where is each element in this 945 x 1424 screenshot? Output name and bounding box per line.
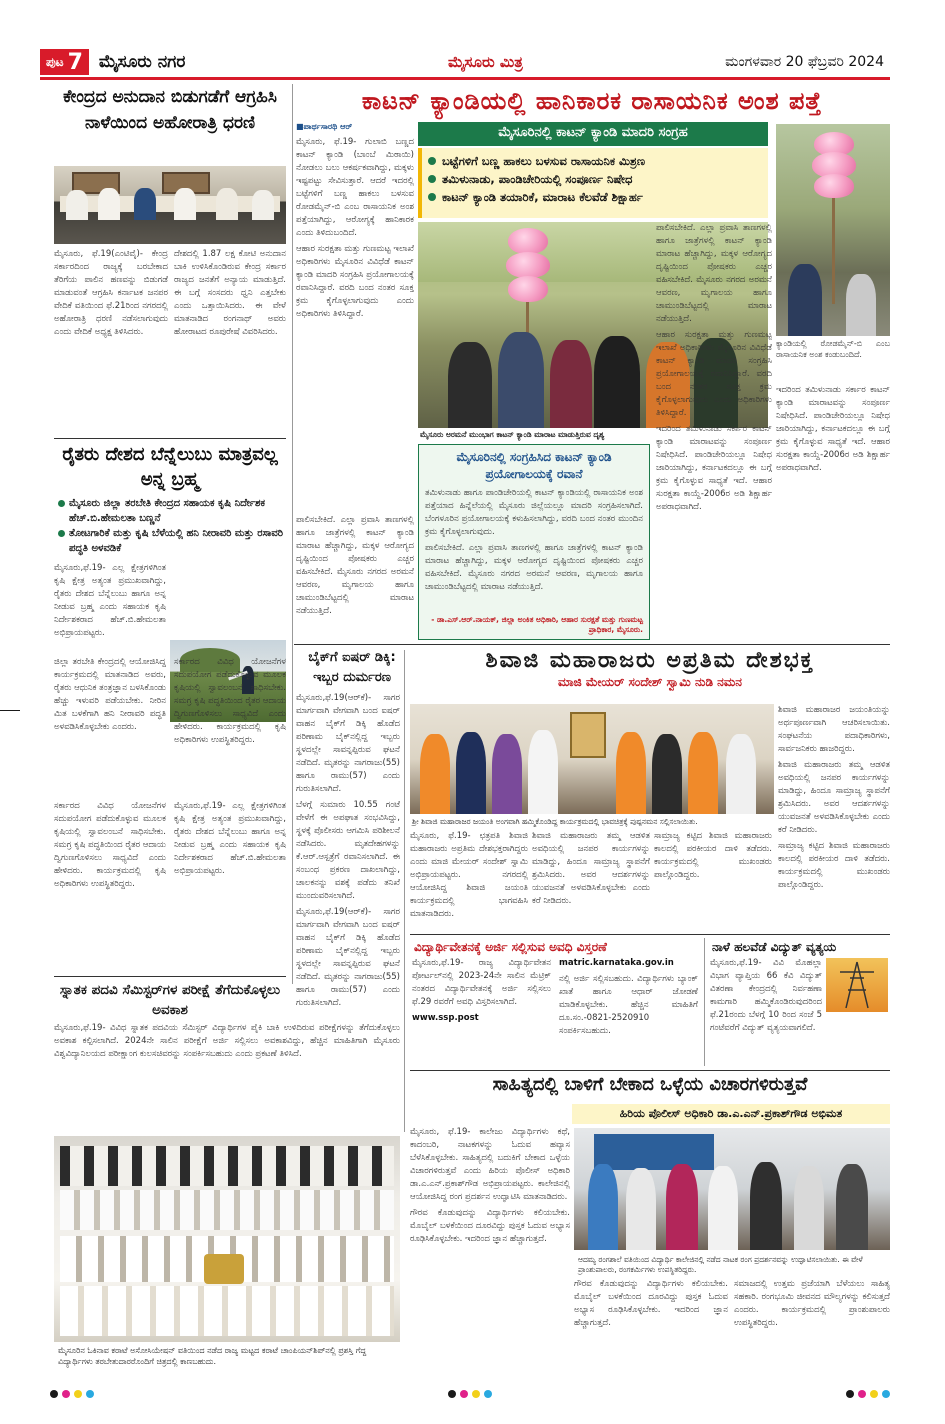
lead-headline-box bbox=[294, 82, 890, 120]
banner bbox=[594, 1134, 714, 1170]
lead-text: ಮೈಸೂರು, ಫೆ.19- ಗುಲಾಬಿ ಬಣ್ಣದ ಕಾಟನ್ ಕ್ಯಾಂಡಿ (ಬಾಂಬೆ ಮಿಠಾಯಿ) ನೋಡಲು ಬಲು ಆಕರ್ಷಕವಾಗಿದ್ದು, ಮಕ್ಕಳು ಇಷ್ಟಪಟ್ಟು ಸೇವಿಸುತ್ತಾರೆ. ಆದರೆ ಇದರಲ್ಲಿ ಬಟ್ಟೆಗಳಿಗೆ ಬಣ್ಣ ಹಾಕಲು ಬಳಸುವ ರೋಡಮೈನ್-ಬಿ ಎಂಬ ರಾಸಾಯನಿಕ ಅಂಶ ಪತ್ತೆಯಾಗಿದ್ದು, ಆರೋಗ್ಯಕ್ಕೆ ಹಾನಿಕಾರಕ ಎಂದು ತಿಳಿದುಬಂದಿದೆ. bbox=[296, 137, 414, 238]
lead-bullets-panel bbox=[418, 148, 768, 218]
registration-dot bbox=[50, 1390, 58, 1398]
table-cloth bbox=[60, 196, 280, 212]
divider bbox=[54, 976, 286, 977]
karate-caption-text: ಮೈಸೂರಿನ ಓಕಿನಾವ ಕರಾಟೆ ಅಸೋಸಿಯೇಷನ್ ವತಿಯಿಂದ ನಡೆದ ರಾಜ್ಯ ಮಟ್ಟದ ಕರಾಟೆ ಚಾಂಪಿಯನ್‌ಶಿಪ್‌ನಲ್ಲಿ ಪ್ರಶಸ್ತಿ ಗೆದ್ದ ವಿದ್ಯಾರ್ಥಿಗಳು ತರಬೇತುದಾರರೊಂದಿಗೆ ಚಿತ್ರದಲ್ಲಿ ಕಾಣಬಹುದು. bbox=[58, 1346, 367, 1366]
story-shivaji-text: ಮೈಸೂರು, ಫೆ.19- ಛತ್ರಪತಿ ಶಿವಾಜಿ ಮಹಾರಾಜರು ಅಪ್ರತಿಮ ದೇಶಭಕ್ತರಾಗಿದ್ದರು ಎಂದು ಮಾಜಿ ಮೇಯರ್ ಸಂದೇಶ್ ಸ್ವಾಮಿ ಅಭಿಪ್ರಾಯಪಟ್ಟರು. ನಗರದಲ್ಲಿ ಆಯೋಜಿಸಿದ್ದ ಶಿವಾಜಿ ಜಯಂತಿ ಕಾರ್ಯಕ್ರಮದಲ್ಲಿ ಭಾಗವಹಿಸಿ ಮಾತನಾಡಿದರು. bbox=[410, 831, 528, 919]
story-sahitya-text: ಗೌರವ ಕೊಡುವುದನ್ನು ವಿದ್ಯಾರ್ಥಿಗಳು ಕಲಿಯಬೇಕು. ಮೊಬೈಲ್ ಬಳಕೆಯಿಂದ ದೂರವಿದ್ದು ಪುಸ್ತಕ ಓದುವ ಅಭ್ಯಾಸ ರೂಢಿಸಿಕೊಳ್ಳಬೇಕು. ಇದರಿಂದ ಜ್ಞಾನ ಹೆಚ್ಚಾಗುತ್ತದೆ. bbox=[574, 1279, 728, 1328]
lead-subhead: ಮೈಸೂರಿನಲ್ಲಿ ಕಾಟನ್ ಕ್ಯಾಂಡಿ ಮಾದರಿ ಸಂಗ್ರಹ bbox=[418, 122, 768, 146]
bullet-text: ಮೈಸೂರು ಜಿಲ್ಲಾ ತರಬೇತಿ ಕೇಂದ್ರದ ಸಹಾಯಕ ಕೃಷಿ ನಿರ್ದೇಶಕ ಹೆಚ್.ಬಿ.ಹೇಮಲತಾ ಬಣ್ಣನೆ bbox=[69, 498, 266, 524]
story-sahitya-col2 bbox=[574, 1278, 728, 1376]
guest bbox=[588, 1164, 618, 1250]
students-back-row bbox=[60, 1146, 394, 1186]
registration-dot bbox=[74, 1390, 82, 1398]
guest bbox=[836, 1164, 868, 1250]
divider bbox=[54, 438, 286, 439]
students-middle-row bbox=[60, 1190, 394, 1230]
cotton-candy bbox=[508, 228, 548, 254]
crop-mark bbox=[0, 710, 20, 711]
story-bike-text: ಮೈಸೂರು,ಫೆ.19(ಆರ್‌ಕೆ)- ಸಾಗರ ಮಾರ್ಗವಾಗಿ ವೇಗವಾಗಿ ಬಂದ ಐಷರ್ ವಾಹನ ಬೈಕ್‌ಗೆ ಡಿಕ್ಕಿ ಹೊಡೆದ ಪರಿಣಾಮ ಬೈಕ್‌ನಲ್ಲಿದ್ದ ಇಬ್ಬರು ಸ್ಥಳದಲ್ಲೇ ಸಾವನ್ನಪ್ಪಿರುವ ಘಟನೆ ನಡೆದಿದೆ. ಮೃತರನ್ನು ನಾಗರಾಜು(55) ಹಾಗೂ ರಾಮು(57) ಎಂದು ಗುರುತಿಸಲಾಗಿದೆ. bbox=[296, 907, 400, 1008]
bullet-dot-icon bbox=[428, 193, 436, 201]
story-farmers-text: ಸರ್ಕಾರದ ವಿವಿಧ ಯೋಜನೆಗಳ ಸದುಪಯೋಗ ಪಡೆದುಕೊಳ್ಳುವ ಮೂಲಕ ಕೃಷಿಯಲ್ಲಿ ಸ್ವಾವಲಂಬನೆ ಸಾಧಿಸಬೇಕು. ಸಮಗ್ರ ಕೃಷಿ ಪದ್ಧತಿಯಿಂದ ರೈತರ ಆದಾಯ ದ್ವಿಗುಣಗೊಳಿಸಲು ಸಾಧ್ಯವಿದೆ ಎಂದು ಹೇಳಿದರು. ಕಾರ್ಯಕ್ರಮದಲ್ಲಿ ಕೃಷಿ ಅಧಿಕಾರಿಗಳು ಉಪಸ್ಥಿತರಿದ್ದರು. bbox=[174, 657, 286, 745]
story-bike-text: ಬೆಳಗ್ಗೆ ಸುಮಾರು 10.55 ಗಂಟೆ ವೇಳೆಗೆ ಈ ಅಪಘಾತ ಸಂಭವಿಸಿದ್ದು, ಸ್ಥಳಕ್ಕೆ ಪೊಲೀಸರು ಆಗಮಿಸಿ ಪರಿಶೀಲನೆ ನಡೆಸಿದರು. ಮೃತದೇಹಗಳನ್ನು ಕೆ.ಆರ್.ಆಸ್ಪತ್ರೆಗೆ ರವಾನಿಸಲಾಗಿದೆ. ಈ ಸಂಬಂಧ ಪ್ರಕರಣ ದಾಖಲಾಗಿದ್ದು, ಚಾಲಕನನ್ನು ವಶಕ್ಕೆ ಪಡೆದು ತನಿಖೆ ಮುಂದುವರಿಸಲಾಗಿದೆ. bbox=[296, 800, 400, 901]
lead-col4 bbox=[776, 384, 890, 638]
story-bike-headline-box bbox=[296, 648, 408, 690]
story-farmers-col1 bbox=[54, 562, 166, 654]
bullet-item bbox=[58, 526, 286, 556]
shivaji-photo-caption: ಶ್ರೀ ಶಿವಾಜಿ ಮಹಾರಾಜರ ಜಯಂತಿ ಅಂಗವಾಗಿ ಹಮ್ಮಿಕೊಂಡಿದ್ದ ಕಾರ್ಯಕ್ರಮದಲ್ಲಿ ಭಾವಚಿತ್ರಕ್ಕೆ ಪುಷ್ಪನಮನ ಸಲ್ಲಿಸಲಾಯಿತು. bbox=[412, 817, 698, 826]
notice-scholarship-url[interactable]: matric.karnataka.gov.in bbox=[559, 958, 674, 968]
story-shivaji-headline-box bbox=[410, 648, 890, 700]
divider bbox=[294, 644, 890, 645]
insert-quote: - ಡಾ.ಎಸ್.ಆರ್.ನಾಯಕ್, ಜಿಲ್ಲಾ ಅಂಕಿತ ಅಧಿಕಾರಿ, ಆಹಾರ ಸುರಕ್ಷತೆ ಮತ್ತು ಗುಣಮಟ್ಟ ಪ್ರಾಧಿಕಾರ, ಮೈಸೂರು. bbox=[431, 615, 643, 634]
story-sahitya-col3 bbox=[734, 1278, 890, 1376]
registration-dot bbox=[448, 1390, 456, 1398]
guest bbox=[750, 1162, 782, 1250]
story-shivaji-text: ಸಾಮ್ರಾಜ್ಯ ಕಟ್ಟಿದ ಶಿವಾಜಿ ಮಹಾರಾಜರು ಕಾಲದಲ್ಲಿ ಪರಕೀಯರ ದಾಳಿ ತಡೆದರು. ಕಾರ್ಯಕ್ರಮದಲ್ಲಿ ಮುಖಂಡರು ಪಾಲ್ಗೊಂಡಿದ್ದರು. bbox=[654, 831, 772, 880]
story-shivaji-subhead: ಮಾಜಿ ಮೇಯರ್ ಸಂದೇಶ್ ಸ್ವಾಮಿ ನುಡಿ ನಮನ bbox=[558, 675, 742, 689]
visitor bbox=[498, 332, 544, 428]
lead-col3 bbox=[656, 222, 772, 638]
person bbox=[98, 188, 120, 220]
story-farmers-bullets bbox=[58, 496, 286, 558]
lead-photo-caption: ಮೈಸೂರು ಅರಮನೆ ಮುಂಭಾಗ ಕಾಟನ್ ಕ್ಯಾಂಡಿ ಮಾರಾಟ ಮಾಡುತ್ತಿರುವ ದೃಶ್ಯ bbox=[420, 430, 605, 439]
page-number-badge bbox=[40, 49, 89, 75]
page-number: 7 bbox=[67, 49, 83, 75]
insert-text: ತಮಿಳುನಾಡು ಹಾಗೂ ಪಾಂಡಿಚೇರಿಯಲ್ಲಿ ಕಾಟನ್ ಕ್ಯಾಂಡಿಯಲ್ಲಿ ರಾಸಾಯನಿಕ ಅಂಶ ಪತ್ತೆಯಾದ ಹಿನ್ನೆಲೆಯಲ್ಲಿ ಮೈಸೂರು ಜಿಲ್ಲೆಯಲ್ಲೂ ಮಾದರಿ ಸಂಗ್ರಹಿಸಲಾಗಿದೆ. ಬೆಂಗಳೂರಿನ ಪ್ರಯೋಗಾಲಯಕ್ಕೆ ಕಳುಹಿಸಲಾಗಿದ್ದು, ವರದಿ ಬಂದ ನಂತರ ಮುಂದಿನ ಕ್ರಮ ಕೈಗೊಳ್ಳಲಾಗುವುದು. bbox=[425, 488, 643, 537]
story-bike-text: ಮೈಸೂರು,ಫೆ.19(ಆರ್‌ಕೆ)- ಸಾಗರ ಮಾರ್ಗವಾಗಿ ವೇಗವಾಗಿ ಬಂದ ಐಷರ್ ವಾಹನ ಬೈಕ್‌ಗೆ ಡಿಕ್ಕಿ ಹೊಡೆದ ಪರಿಣಾಮ ಬೈಕ್‌ನಲ್ಲಿದ್ದ ಇಬ್ಬರು ಸ್ಥಳದಲ್ಲೇ ಸಾವನ್ನಪ್ಪಿರುವ ಘಟನೆ ನಡೆದಿದೆ. ಮೃತರನ್ನು ನಾಗರಾಜು(55) ಹಾಗೂ ರಾಮು(57) ಎಂದು ಗುರುತಿಸಲಾಗಿದೆ. bbox=[296, 693, 400, 794]
story-sahitya-text: ಗೌರವ ಕೊಡುವುದನ್ನು ವಿದ್ಯಾರ್ಥಿಗಳು ಕಲಿಯಬೇಕು. ಮೊಬೈಲ್ ಬಳಕೆಯಿಂದ ದೂರವಿದ್ದು ಪುಸ್ತಕ ಓದುವ ಅಭ್ಯಾಸ ರೂಢಿಸಿಕೊಳ್ಳಬೇಕು. ಇದರಿಂದ ಜ್ಞಾನ ಹೆಚ್ಚಾಗುತ್ತದೆ. bbox=[410, 1208, 570, 1244]
registration-dot bbox=[484, 1390, 492, 1398]
lead-bullet-text: ತಮಿಳುನಾಡು, ಪಾಂಡಿಚೇರಿಯಲ್ಲಿ ಸಂಪೂರ್ಣ ನಿಷೇಧ bbox=[442, 172, 633, 186]
notice-scholarship-body bbox=[410, 957, 700, 1038]
candy-pole bbox=[832, 194, 835, 304]
registration-dot bbox=[858, 1390, 866, 1398]
karate-photo-caption bbox=[54, 1342, 400, 1376]
story-exam-headline: ಸ್ನಾತಕ ಪದವಿ ಸೆಮಿಸ್ಟರ್‌ಗಳ ಪರೀಕ್ಷೆ ತೆಗೆದುಕೊಳ್ಳಲು ಅವಕಾಶ bbox=[59, 982, 281, 1018]
notice-scholarship-text: ನಲ್ಲಿ ಅರ್ಜಿ ಸಲ್ಲಿಸಬಹುದು. ವಿದ್ಯಾರ್ಥಿಗಳು ಬ್ಯಾಂಕ್ ಖಾತೆ ಹಾಗೂ ಆಧಾರ್ ಜೋಡಣೆ ಮಾಡಿಕೊಳ್ಳಬೇಕು. ಹೆಚ್ಚಿನ ಮಾಹಿತಿಗೆ ದೂ.ಸಂ.-0821-2520910 ಸಂಪರ್ಕಿಸಬಹುದು. bbox=[559, 974, 698, 1036]
registration-dot bbox=[472, 1390, 480, 1398]
registration-dot bbox=[86, 1390, 94, 1398]
story-sahitya-subhead: ಹಿರಿಯ ಪೊಲೀಸ್ ಅಧಿಕಾರಿ ಡಾ.ಎ.ಎನ್.ಪ್ರಕಾಶ್‌ಗೌಡ ಅಭಿಮತ bbox=[572, 1104, 890, 1124]
page-label: ಪುಟ bbox=[46, 54, 64, 69]
bullet-dot-icon bbox=[428, 175, 436, 183]
trophy bbox=[204, 1254, 244, 1284]
insert-body bbox=[425, 487, 643, 594]
cotton-candy-side-photo bbox=[776, 124, 890, 336]
lead-text: ಆಹಾರ ಸುರಕ್ಷತಾ ಮತ್ತು ಗುಣಮಟ್ಟ ಇಲಾಖೆ ಅಧಿಕಾರಿಗಳು ಮೈಸೂರಿನ ವಿವಿಧೆಡೆ ಕಾಟನ್ ಕ್ಯಾಂಡಿ ಮಾದರಿ ಸಂಗ್ರಹಿಸಿ ಪ್ರಯೋಗಾಲಯಕ್ಕೆ ರವಾನಿಸಿದ್ದಾರೆ. ವರದಿ ಬಂದ ನಂತರ ಸೂಕ್ತ ಕ್ರಮ ಕೈಗೊಳ್ಳಲಾಗುವುದು ಎಂದು ಅಧಿಕಾರಿಗಳು ತಿಳಿಸಿದ್ದಾರೆ. bbox=[296, 244, 414, 319]
insert-text: ಪಾಲಿಸಬೇಕಿದೆ. ಎಲ್ಲಾ ಪ್ರವಾಸಿ ತಾಣಗಳಲ್ಲಿ ಹಾಗೂ ಜಾತ್ರೆಗಳಲ್ಲಿ ಕಾಟನ್ ಕ್ಯಾಂಡಿ ಮಾರಾಟ ಹೆಚ್ಚಾಗಿದ್ದು, ಮಕ್ಕಳ ಆರೋಗ್ಯದ ದೃಷ್ಟಿಯಿಂದ ಪೋಷಕರು ಎಚ್ಚರ ವಹಿಸಬೇಕಿದೆ. ಮೈಸೂರು ನಗರದ ಅರಮನೆ ಆವರಣ, ಮೃಗಾಲಯ ಹಾಗೂ ಚಾಮುಂಡಿಬೆಟ್ಟದಲ್ಲಿ ಮಾರಾಟ ನಡೆಯುತ್ತಿದೆ. bbox=[425, 543, 643, 592]
person bbox=[174, 188, 196, 220]
story-sahitya-headline: ಸಾಹಿತ್ಯದಲ್ಲಿ ಬಾಳಿಗೆ ಬೇಕಾದ ಒಳ್ಳೆಯ ವಿಚಾರಗಳಿರುತ್ತವೆ bbox=[492, 1074, 808, 1095]
notice-scholarship-text: ಮೈಸೂರು,ಫೆ.19- ರಾಜ್ಯ ವಿದ್ಯಾರ್ಥಿವೇತನ ಪೋರ್ಟಲ್‌ನಲ್ಲಿ 2023-24ನೇ ಸಾಲಿನ ಮೆಟ್ರಿಕ್ ನಂತರದ ವಿದ್ಯಾರ್ಥಿವೇತನಕ್ಕೆ ಅರ್ಜಿ ಸಲ್ಲಿಸಲು ಫೆ.29 ರವರೆಗೆ ಅವಧಿ ವಿಸ್ತರಿಸಲಾಗಿದೆ. bbox=[412, 958, 551, 1007]
visitor bbox=[594, 336, 640, 428]
bullet-dot-icon bbox=[58, 500, 65, 507]
bullet-dot-icon bbox=[428, 157, 436, 165]
story-protest-col2 bbox=[174, 248, 286, 434]
story-shivaji-text: ಶಿವಾಜಿ ಮಹಾರಾಜರ ಜಯಂತಿಯನ್ನು ಅರ್ಥಪೂರ್ಣವಾಗಿ ಆಚರಿಸಲಾಯಿತು. ಸಂಘಟನೆಯ ಪದಾಧಿಕಾರಿಗಳು, ಸಾರ್ವಜನಿಕರು ಹಾಜರಿದ್ದರು. bbox=[778, 705, 890, 754]
cotton-candy bbox=[508, 276, 548, 302]
registration-dot bbox=[460, 1390, 468, 1398]
person bbox=[134, 188, 156, 220]
lead-text: ಪಾಲಿಸಬೇಕಿದೆ. ಎಲ್ಲಾ ಪ್ರವಾಸಿ ತಾಣಗಳಲ್ಲಿ ಹಾಗೂ ಜಾತ್ರೆಗಳಲ್ಲಿ ಕಾಟನ್ ಕ್ಯಾಂಡಿ ಮಾರಾಟ ಹೆಚ್ಚಾಗಿದ್ದು, ಮಕ್ಕಳ ಆರೋಗ್ಯದ ದೃಷ್ಟಿಯಿಂದ ಪೋಷಕರು ಎಚ್ಚರ ವಹಿಸಬೇಕಿದೆ. ಮೈಸೂರು ನಗರದ ಅರಮನೆ ಆವರಣ, ಮೃಗಾಲಯ ಹಾಗೂ ಚಾಮುಂಡಿಬೆಟ್ಟದಲ್ಲಿ ಮಾರಾಟ ನಡೆಯುತ್ತಿದೆ. bbox=[296, 515, 414, 616]
story-bike-col bbox=[296, 692, 400, 1132]
registration-dot bbox=[870, 1390, 878, 1398]
story-exam-headline-box bbox=[54, 980, 286, 1020]
guest bbox=[794, 1166, 824, 1250]
guest bbox=[616, 732, 646, 814]
divider bbox=[410, 1070, 890, 1071]
bullet-dot-icon bbox=[58, 530, 65, 537]
guest bbox=[528, 730, 558, 814]
portrait-frame bbox=[570, 712, 606, 758]
story-sahitya-text: ಸಮಾಜದಲ್ಲಿ ಉತ್ತಮ ಪ್ರಜೆಯಾಗಿ ಬೆಳೆಯಲು ಸಾಹಿತ್ಯ ಸಹಕಾರಿ. ರಂಗಭೂಮಿ ಜೀವನದ ಮೌಲ್ಯಗಳನ್ನು ಕಲಿಸುತ್ತದೆ ಎಂದರು. ಕಾರ್ಯಕ್ರಮದಲ್ಲಿ ಪ್ರಾಂಶುಪಾಲರು ಉಪಸ್ಥಿತರಿದ್ದರು. bbox=[734, 1279, 890, 1328]
guest bbox=[726, 734, 756, 814]
story-bike-headline: ಬೈಕ್‌ಗೆ ಐಷರ್ ಡಿಕ್ಕಿ: ಇಬ್ಬರ ದುರ್ಮರಣ bbox=[308, 650, 396, 685]
person bbox=[216, 188, 238, 220]
story-shivaji-col1 bbox=[410, 830, 528, 930]
guest bbox=[456, 732, 486, 814]
story-farmers-headline: ರೈತರು ದೇಶದ ಬೆನ್ನೆಲುಬು ಮಾತ್ರವಲ್ಲ ಅನ್ನ ಬ್ರಹ್ಮ bbox=[62, 444, 278, 490]
page-header bbox=[40, 48, 890, 76]
notice-scholarship bbox=[410, 938, 700, 1066]
story-shivaji-headline: ಶಿವಾಜಿ ಮಹಾರಾಜರು ಅಪ್ರತಿಮ ದೇಶಭಕ್ತ bbox=[485, 648, 815, 673]
story-protest-headline-box bbox=[54, 84, 286, 164]
story-sahitya-text: ಮೈಸೂರು, ಫೆ.19- ಕಾಲೇಜು ವಿದ್ಯಾರ್ಥಿಗಳು ಕಥೆ, ಕಾದಂಬರಿ, ನಾಟಕಗಳನ್ನು ಓದುವ ಹವ್ಯಾಸ ಬೆಳೆಸಿಕೊಳ್ಳಬೇಕು. ಸಾಹಿತ್ಯದಲ್ಲಿ ಬದುಕಿಗೆ ಬೇಕಾದ ಒಳ್ಳೆಯ ವಿಚಾರಗಳಿರುತ್ತವೆ ಎಂದು ಹಿರಿಯ ಪೊಲೀಸ್ ಅಧಿಕಾರಿ ಡಾ.ಎ.ಎನ್.ಪ್ರಕಾಶ್‌ಗೌಡ ಅಭಿಪ್ರಾಯಪಟ್ಟರು. ಕಾಲೇಜಿನಲ್ಲಿ ಆಯೋಜಿಸಿದ್ದ ರಂಗ ಪ್ರದರ್ಶನ ಉದ್ಘಾಟಿಸಿ ಮಾತನಾಡಿದರು. bbox=[410, 1127, 570, 1202]
lead-text: ಪಾಲಿಸಬೇಕಿದೆ. ಎಲ್ಲಾ ಪ್ರವಾಸಿ ತಾಣಗಳಲ್ಲಿ ಹಾಗೂ ಜಾತ್ರೆಗಳಲ್ಲಿ ಕಾಟನ್ ಕ್ಯಾಂಡಿ ಮಾರಾಟ ಹೆಚ್ಚಾಗಿದ್ದು, ಮಕ್ಕಳ ಆರೋಗ್ಯದ ದೃಷ್ಟಿಯಿಂದ ಪೋಷಕರು ಎಚ್ಚರ ವಹಿಸಬೇಕಿದೆ. ಮೈಸೂರು ನಗರದ ಅರಮನೆ ಆವರಣ, ಮೃಗಾಲಯ ಹಾಗೂ ಚಾಮುಂಡಿಬೆಟ್ಟದಲ್ಲಿ ಮಾರಾಟ ನಡೆಯುತ್ತಿದೆ. bbox=[656, 223, 772, 324]
story-farmers-text: ಜಿಲ್ಲಾ ತರಬೇತಿ ಕೇಂದ್ರದಲ್ಲಿ ಆಯೋಜಿಸಿದ್ದ ಕಾರ್ಯಕ್ರಮದಲ್ಲಿ ಮಾತನಾಡಿದ ಅವರು, ರೈತರು ಆಧುನಿಕ ತಂತ್ರಜ್ಞಾನ ಬಳಸಿಕೊಂಡು ಹೆಚ್ಚು ಇಳುವರಿ ಪಡೆಯಬೇಕು. ನೀರಿನ ಮಿತ ಬಳಕೆಗಾಗಿ ಹನಿ ನೀರಾವರಿ ಪದ್ಧತಿ ಅಳವಡಿಸಿಕೊಳ್ಳಬೇಕು ಎಂದರು. bbox=[54, 657, 166, 732]
story-protest-col1 bbox=[54, 248, 168, 434]
issue-date: ಮಂಗಳವಾರ 20 ಫೆಬ್ರವರಿ 2024 bbox=[725, 54, 884, 70]
visitor bbox=[448, 342, 492, 428]
power-tower-photo bbox=[826, 958, 888, 1012]
sahitya-event-photo bbox=[574, 1128, 890, 1250]
insert-headline: ಮೈಸೂರಿನಲ್ಲಿ ಸಂಗ್ರಹಿಸಿದ ಕಾಟನ್ ಕ್ಯಾಂಡಿ ಪ್ರಯೋಗಾಲಯಕ್ಕೆ ರವಾನೆ bbox=[456, 450, 612, 481]
cotton-candy bbox=[814, 174, 854, 198]
story-protest-headline: ಕೇಂದ್ರದ ಅನುದಾನ ಬಿಡುಗಡೆಗೆ ಆಗ್ರಹಿಸಿ ನಾಳೆಯಿಂದ ಅಹೋರಾತ್ರಿ ಧರಣಿ bbox=[63, 87, 277, 133]
person bbox=[66, 190, 88, 220]
column-divider bbox=[292, 84, 293, 984]
students-seated-row bbox=[60, 1286, 394, 1336]
lead-insert-box bbox=[418, 444, 650, 640]
visitor bbox=[550, 340, 592, 428]
vendor bbox=[788, 264, 822, 336]
notice-power bbox=[708, 938, 890, 1066]
story-shivaji-col4 bbox=[778, 704, 890, 930]
story-farmers-headline-box bbox=[54, 442, 286, 494]
header-rule bbox=[40, 77, 890, 80]
lead-bullet-text: ಕಾಟನ್ ಕ್ಯಾಂಡಿ ತಯಾರಿಕೆ, ಮಾರಾಟ ಕೆಲವೆಡೆ ಶಿಕ್ಷಾರ್ಹ bbox=[442, 190, 643, 204]
notice-scholarship-url[interactable]: www.ssp.post bbox=[412, 1013, 479, 1023]
cotton-candy bbox=[506, 252, 550, 278]
story-shivaji-text: ಶಿವಾಜಿ ಮಹಾರಾಜರು ತಮ್ಮ ಆಡಳಿತ ಅವಧಿಯಲ್ಲಿ ಜನಪರ ಕಾರ್ಯಗಳನ್ನು ಮಾಡಿದ್ದು, ಹಿಂದೂ ಸಾಮ್ರಾಜ್ಯ ಸ್ಥಾಪನೆಗೆ ಶ್ರಮಿಸಿದರು. ಅವರ ಆದರ್ಶಗಳನ್ನು ಯುವಜನತೆ ಅಳವಡಿಸಿಕೊಳ್ಳಬೇಕು ಎಂದು ಕರೆ ನೀಡಿದರು. bbox=[778, 760, 890, 835]
power-tower-icon bbox=[826, 958, 888, 1012]
lead-col1b bbox=[296, 514, 414, 642]
guest bbox=[626, 1168, 656, 1250]
divider bbox=[410, 934, 890, 935]
visitor bbox=[846, 274, 876, 336]
side-caption-text: ಕ್ಯಾಂಡಿಯಲ್ಲಿ ರೋಡಮೈನ್-ಬಿ ಎಂಬ ರಾಸಾಯನಿಕ ಅಂಶ ಕಂಡುಬಂದಿದೆ. bbox=[776, 339, 890, 359]
lead-col1 bbox=[296, 136, 414, 510]
story-sahitya-col1 bbox=[410, 1126, 570, 1376]
bullet-item bbox=[58, 496, 286, 526]
story-shivaji-text: ಸಾಮ್ರಾಜ್ಯ ಕಟ್ಟಿದ ಶಿವಾಜಿ ಮಹಾರಾಜರು ಕಾಲದಲ್ಲಿ ಪರಕೀಯರ ದಾಳಿ ತಡೆದರು. ಕಾರ್ಯಕ್ರಮದಲ್ಲಿ ಮುಖಂಡರು ಪಾಲ್ಗೊಂಡಿದ್ದರು. bbox=[778, 841, 890, 890]
registration-dot bbox=[882, 1390, 890, 1398]
bullet-text: ತೋಟಗಾರಿಕೆ ಮತ್ತು ಕೃಷಿ ಬೆಳೆಯಲ್ಲಿ ಹನಿ ನೀರಾವರಿ ಮತ್ತು ರಸಾವರಿ ಪದ್ಧತಿ ಅಳವಡಿಕೆ bbox=[69, 528, 284, 554]
person bbox=[252, 190, 274, 220]
story-shivaji-col2 bbox=[532, 830, 650, 930]
guest bbox=[492, 734, 522, 814]
lead-text: ಇದರಿಂದ ತಮಿಳುನಾಡು ಸರ್ಕಾರ ಕಾಟನ್ ಕ್ಯಾಂಡಿ ಮಾರಾಟವನ್ನು ಸಂಪೂರ್ಣ ನಿಷೇಧಿಸಿದೆ. ಪಾಂಡಿಚೇರಿಯಲ್ಲೂ ನಿಷೇಧ ಜಾರಿಯಾಗಿದ್ದು, ಕರ್ನಾಟಕದಲ್ಲೂ ಈ ಬಗ್ಗೆ ಕ್ರಮ ಕೈಗೊಳ್ಳುವ ಸಾಧ್ಯತೆ ಇದೆ. ಆಹಾರ ಸುರಕ್ಷತಾ ಕಾಯ್ದೆ-2006ರ ಅಡಿ ಶಿಕ್ಷಾರ್ಹ ಅಪರಾಧವಾಗಿದೆ. bbox=[776, 385, 890, 473]
lead-bullet bbox=[428, 188, 762, 206]
story-farmers-more bbox=[54, 800, 286, 972]
story-farmers-text: ಮೈಸೂರು,ಫೆ.19- ಎಲ್ಲ ಕ್ಷೇತ್ರಗಳಿಗಿಂತ ಕೃಷಿ ಕ್ಷೇತ್ರ ಅತ್ಯಂತ ಪ್ರಮುಖವಾಗಿದ್ದು, ರೈತರು ದೇಶದ ಬೆನ್ನೆಲುಬು ಹಾಗೂ ಅನ್ನ ನೀಡುವ ಬ್ರಹ್ಮ ಎಂದು ಸಹಾಯಕ ಕೃಷಿ ನಿರ್ದೇಶಕರಾದ ಹೆಚ್.ಬಿ.ಹೇಮಲತಾ ಅಭಿಪ್ರಾಯಪಟ್ಟರು. bbox=[174, 801, 286, 876]
story-farmers-text: ಮೈಸೂರು,ಫೆ.19- ಎಲ್ಲ ಕ್ಷೇತ್ರಗಳಿಗಿಂತ ಕೃಷಿ ಕ್ಷೇತ್ರ ಅತ್ಯಂತ ಪ್ರಮುಖವಾಗಿದ್ದು, ರೈತರು ದೇಶದ ಬೆನ್ನೆಲುಬು ಹಾಗೂ ಅನ್ನ ನೀಡುವ ಬ್ರಹ್ಮ ಎಂದು ಸಹಾಯಕ ಕೃಷಿ ನಿರ್ದೇಶಕರಾದ ಹೆಚ್.ಬಿ.ಹೇಮಲತಾ ಅಭಿಪ್ರಾಯಪಟ್ಟರು. bbox=[54, 563, 166, 638]
story-protest-text: ದೇಶದಲ್ಲಿ 1.87 ಲಕ್ಷ ಕೋಟಿ ಅನುದಾನ ಬಾಕಿ ಉಳಿಸಿಕೊಂಡಿರುವ ಕೇಂದ್ರ ಸರ್ಕಾರ ರಾಜ್ಯದ ಜನತೆಗೆ ಅನ್ಯಾಯ ಮಾಡುತ್ತಿದೆ. ಈ ಬಗ್ಗೆ ಸಂಸದರು ಧ್ವನಿ ಎತ್ತಬೇಕು ಎಂದು ಒತ್ತಾಯಿಸಿದರು. ಈ ವೇಳೆ ಮಾತನಾಡಿದ ರಂಗನಾಥ್ ಅವರು ಹೋರಾಟದ ರೂಪುರೇಷೆ ವಿವರಿಸಿದರು. bbox=[174, 249, 286, 337]
shivaji-event-photo bbox=[410, 704, 774, 814]
lead-text: ಆಹಾರ ಸುರಕ್ಷತಾ ಮತ್ತು ಗುಣಮಟ್ಟ ಇಲಾಖೆ ಅಧಿಕಾರಿಗಳು ಮೈಸೂರಿನ ವಿವಿಧೆಡೆ ಕಾಟನ್ ಕ್ಯಾಂಡಿ ಮಾದರಿ ಸಂಗ್ರಹಿಸಿ ಪ್ರಯೋಗಾಲಯಕ್ಕೆ ರವಾನಿಸಿದ್ದಾರೆ. ವರದಿ ಬಂದ ನಂತರ ಸೂಕ್ತ ಕ್ರಮ ಕೈಗೊಳ್ಳಲಾಗುವುದು ಎಂದು ಅಧಿಕಾರಿಗಳು ತಿಳಿಸಿದ್ದಾರೆ. bbox=[656, 330, 772, 418]
story-sahitya-subhead-box bbox=[572, 1104, 890, 1126]
protest-photo bbox=[54, 166, 286, 244]
lead-bullet-text: ಬಟ್ಟೆಗಳಿಗೆ ಬಣ್ಣ ಹಾಕಲು ಬಳಸುವ ರಾಸಾಯನಿಕ ಮಿಶ್ರಣ bbox=[442, 154, 645, 168]
notice-scholarship-headline: ವಿದ್ಯಾರ್ಥಿವೇತನಕ್ಕೆ ಅರ್ಜಿ ಸಲ್ಲಿಸುವ ಅವಧಿ ವಿಸ್ತರಣೆ bbox=[414, 940, 607, 954]
story-protest-text: ಮೈಸೂರು, ಫೆ.19(ಎಂಟಿವೈ)- ಕೇಂದ್ರ ಸರ್ಕಾರದಿಂದ ರಾಜ್ಯಕ್ಕೆ ಬರಬೇಕಾದ ತೆರಿಗೆಯ ಪಾಲಿನ ಹಣವನ್ನು ಬಿಡುಗಡೆ ಮಾಡುವಂತೆ ಆಗ್ರಹಿಸಿ ಕರ್ನಾಟಕ ಜನಪರ ವೇದಿಕೆ ವತಿಯಿಂದ ಫೆ.21ರಿಂದ ನಗರದಲ್ಲಿ ಅಹೋರಾತ್ರಿ ಧರಣಿ ನಡೆಸಲಾಗುವುದು ಎಂದು ವೇದಿಕೆ ಅಧ್ಯಕ್ಷ ತಿಳಿಸಿದರು. bbox=[54, 249, 168, 337]
story-shivaji-text: ಶಿವಾಜಿ ಮಹಾರಾಜರು ತಮ್ಮ ಆಡಳಿತ ಅವಧಿಯಲ್ಲಿ ಜನಪರ ಕಾರ್ಯಗಳನ್ನು ಮಾಡಿದ್ದು, ಹಿಂದೂ ಸಾಮ್ರಾಜ್ಯ ಸ್ಥಾಪನೆಗೆ ಶ್ರಮಿಸಿದರು. ಅವರ ಆದರ್ಶಗಳನ್ನು ಯುವಜನತೆ ಅಳವಡಿಸಿಕೊಳ್ಳಬೇಕು ಎಂದು ಕರೆ ನೀಡಿದರು. bbox=[532, 831, 650, 906]
guest bbox=[652, 734, 682, 814]
column-divider bbox=[704, 938, 705, 1066]
story-shivaji-col3 bbox=[654, 830, 772, 930]
notice-power-headline: ನಾಳೆ ಹಲವೆಡೆ ವಿದ್ಯುತ್ ವ್ಯತ್ಯಯ bbox=[712, 940, 837, 954]
lead-bullet bbox=[428, 170, 762, 188]
side-photo-caption bbox=[776, 338, 890, 382]
masthead-logo: ಮೈಸೂರು ಮಿತ್ರ bbox=[448, 53, 523, 71]
lead-bullet bbox=[428, 152, 762, 170]
guest bbox=[666, 1164, 698, 1250]
section-name: ಮೈಸೂರು ನಗರ bbox=[98, 52, 186, 72]
lead-headline: ಕಾಟನ್ ಕ್ಯಾಂಡಿಯಲ್ಲಿ ಹಾನಿಕಾರಕ ರಾಸಾಯನಿಕ ಅಂಶ ಪತ್ತೆ bbox=[361, 87, 823, 115]
registration-dot bbox=[846, 1390, 854, 1398]
story-exam-text: ಮೈಸೂರು,ಫೆ.19- ವಿವಿಧ ಸ್ನಾತಕ ಪದವಿಯ ಸೆಮಿಸ್ಟರ್ ವಿದ್ಯಾರ್ಥಿಗಳ ಪೈಕಿ ಬಾಕಿ ಉಳಿದಿರುವ ಪರೀಕ್ಷೆಗಳನ್ನು ತೆಗೆದುಕೊಳ್ಳಲು ಅವಕಾಶ ಕಲ್ಪಿಸಲಾಗಿದೆ. 2024ನೇ ಸಾಲಿನ ಪರೀಕ್ಷೆಗೆ ಅರ್ಜಿ ಸಲ್ಲಿಸಲು ಅವಕಾಶವಿದ್ದು, ಹೆಚ್ಚಿನ ಮಾಹಿತಿಗಾಗಿ ಮೈಸೂರು ವಿಶ್ವವಿದ್ಯಾನಿಲಯದ ಪರೀಕ್ಷಾಂಗ ಕುಲಸಚಿವರನ್ನು ಸಂಪರ್ಕಿಸಬಹುದು ಎಂದು ಪ್ರಕಟಣೆ ತಿಳಿಸಿದೆ. bbox=[54, 1023, 400, 1059]
guest bbox=[708, 1166, 738, 1250]
sahitya-photo-caption: ಆದಮ್ಯ ರಂಗಶಾಲೆ ವತಿಯಿಂದ ವಿದ್ಯಾರ್ಥಿ ಕಾಲೇಜಿನಲ್ಲಿ ನಡೆದ ನಾಟಕ ರಂಗ ಪ್ರದರ್ಶನವನ್ನು ಉದ್ಘಾಟಿಸಲಾಯಿತು. ಈ ವೇಳೆ ಪ್ರಾಂಶುಪಾಲರು, ರಂಗಕರ್ಮಿಗಳು ಉಪಸ್ಥಿತರಿದ್ದರು. bbox=[578, 1255, 863, 1274]
lead-text: ಇದರಿಂದ ತಮಿಳುನಾಡು ಸರ್ಕಾರ ಕಾಟನ್ ಕ್ಯಾಂಡಿ ಮಾರಾಟವನ್ನು ಸಂಪೂರ್ಣ ನಿಷೇಧಿಸಿದೆ. ಪಾಂಡಿಚೇರಿಯಲ್ಲೂ ನಿಷೇಧ ಜಾರಿಯಾಗಿದ್ದು, ಕರ್ನಾಟಕದಲ್ಲೂ ಈ ಬಗ್ಗೆ ಕ್ರಮ ಕೈಗೊಳ್ಳುವ ಸಾಧ್ಯತೆ ಇದೆ. ಆಹಾರ ಸುರಕ್ಷತಾ ಕಾಯ್ದೆ-2006ರ ಅಡಿ ಶಿಕ್ಷಾರ್ಹ ಅಪರಾಧವಾಗಿದೆ. bbox=[656, 424, 772, 512]
lead-byline: ■ಪಾರ್ಥಸಾರಥಿ ಆರ್ bbox=[296, 122, 353, 131]
guest bbox=[688, 732, 718, 814]
notice-power-text: ಮೈಸೂರು,ಫೆ.19- ವಿವಿ ಮೊಹಲ್ಲಾ ವಿಭಾಗ ವ್ಯಾಪ್ತಿಯ 66 ಕೆವಿ ವಿದ್ಯುತ್ ವಿತರಣಾ ಕೇಂದ್ರದಲ್ಲಿ ನಿರ್ವಹಣಾ ಕಾಮಗಾರಿ ಹಮ್ಮಿಕೊಂಡಿರುವುದರಿಂದ ಫೆ.21ರಂದು ಬೆಳಗ್ಗೆ 10 ರಿಂದ ಸಂಜೆ 5 ಗಂಟೆವರೆಗೆ ವಿದ್ಯುತ್ ವ್ಯತ್ಯಯವಾಗಲಿದೆ. bbox=[710, 958, 822, 1033]
story-farmers-body bbox=[54, 656, 286, 796]
karate-group-photo bbox=[54, 1136, 400, 1342]
column-divider bbox=[404, 650, 405, 1132]
guest bbox=[420, 734, 450, 814]
registration-dot bbox=[62, 1390, 70, 1398]
story-farmers-text: ಸರ್ಕಾರದ ವಿವಿಧ ಯೋಜನೆಗಳ ಸದುಪಯೋಗ ಪಡೆದುಕೊಳ್ಳುವ ಮೂಲಕ ಕೃಷಿಯಲ್ಲಿ ಸ್ವಾವಲಂಬನೆ ಸಾಧಿಸಬೇಕು. ಸಮಗ್ರ ಕೃಷಿ ಪದ್ಧತಿಯಿಂದ ರೈತರ ಆದಾಯ ದ್ವಿಗುಣಗೊಳಿಸಲು ಸಾಧ್ಯವಿದೆ ಎಂದು ಹೇಳಿದರು. ಕಾರ್ಯಕ್ರಮದಲ್ಲಿ ಕೃಷಿ ಅಧಿಕಾರಿಗಳು ಉಪಸ್ಥಿತರಿದ್ದರು. bbox=[54, 801, 166, 889]
